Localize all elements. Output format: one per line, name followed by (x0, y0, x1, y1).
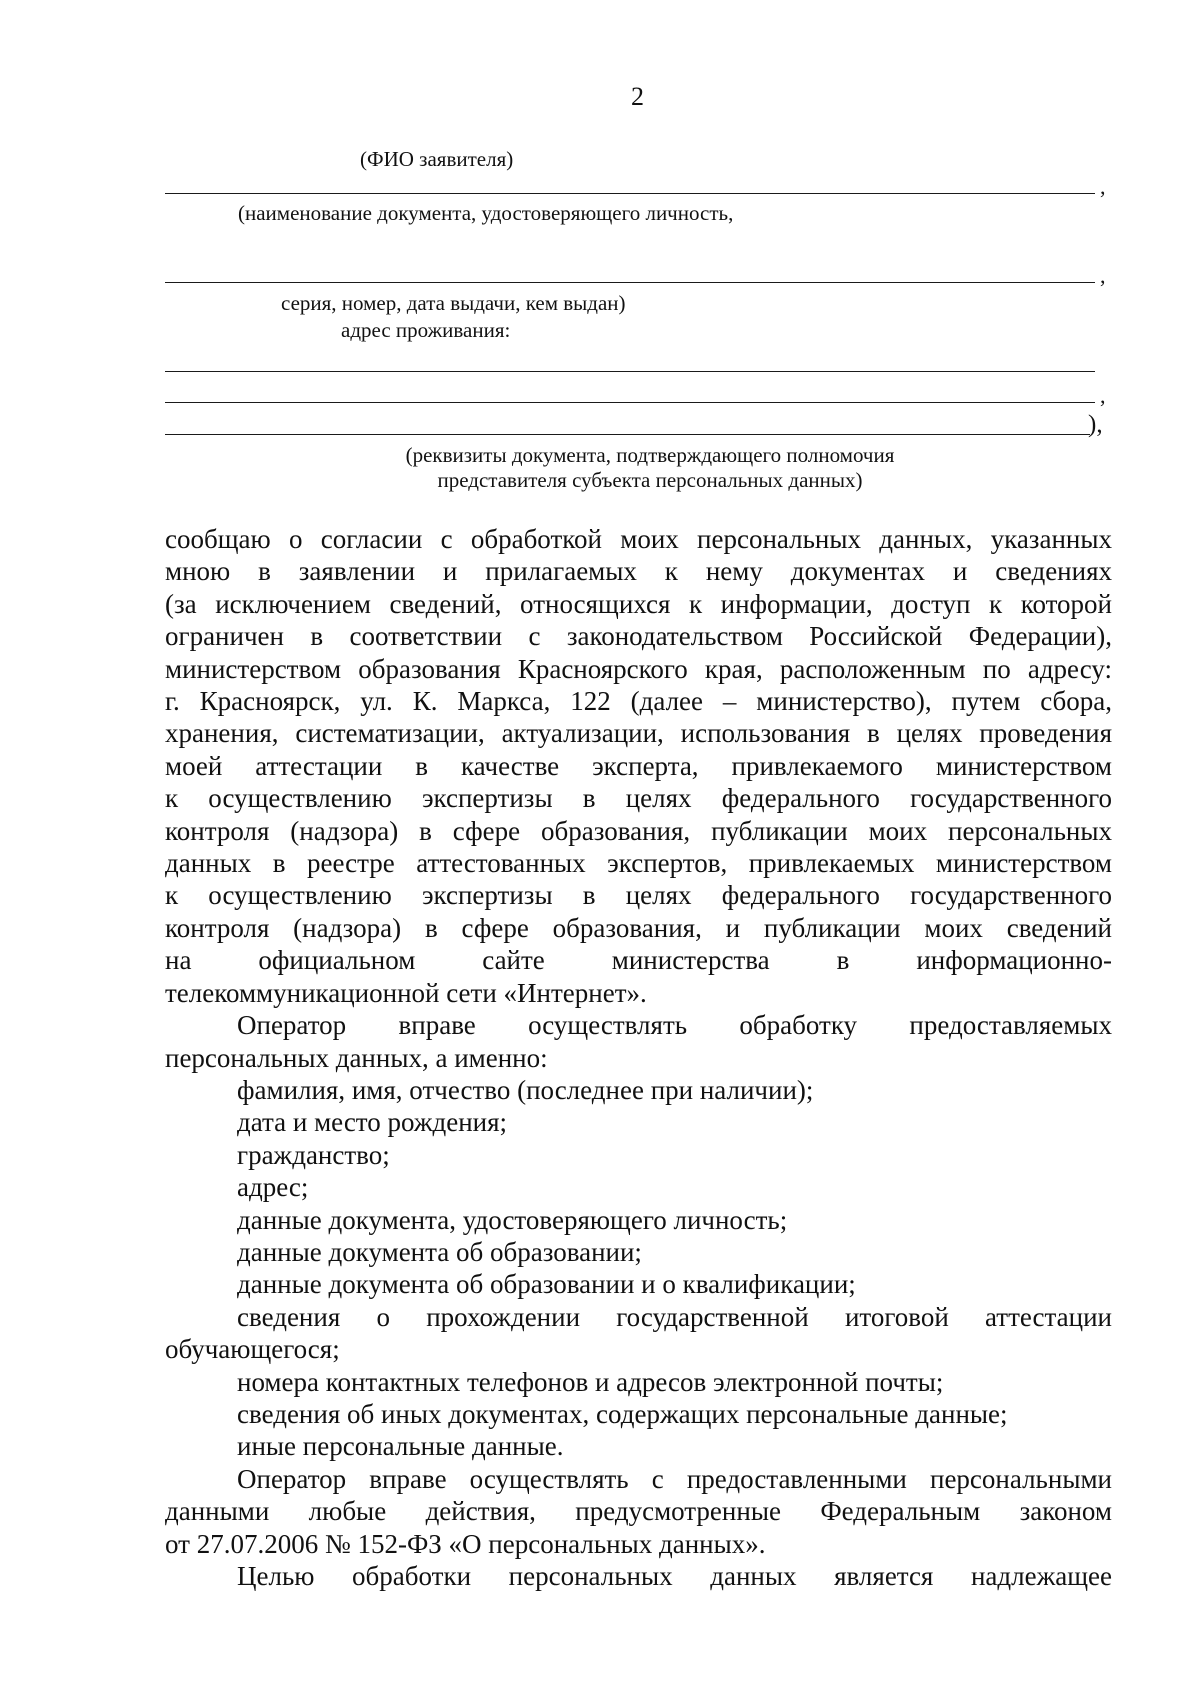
consent-line: (за исключением сведений, относящихся к информации, доступ к которой (165, 588, 1112, 619)
list-item: фамилия, имя, отчество (последнее при наличии); (237, 1074, 814, 1105)
consent-line: хранения, систематизации, актуализации, использования в целях проведения (165, 718, 1112, 749)
list-item: сведения о прохождении государственной итоговой аттестации (237, 1301, 1112, 1332)
consent-line: к осуществлению экспертизы в целях федерального государственного (165, 783, 1112, 814)
actions-line: данными любые действия, предусмотренные Федеральным законом (165, 1496, 1112, 1527)
purpose-paragraph (165, 1560, 1112, 1592)
doc-name-fill-line (165, 193, 1095, 194)
doc-name-caption: (наименование документа, удостоверяющего личность, (238, 201, 734, 225)
series-caption: серия, номер, дата выдачи, кем выдан) (281, 291, 626, 315)
fio-caption: (ФИО заявителя) (360, 147, 514, 171)
line4-end-comma: , (1100, 383, 1106, 408)
line2-end-comma: , (1100, 263, 1106, 288)
list-item: данные документа об образовании и о квалификации; (237, 1269, 856, 1300)
page-number: 2 (631, 82, 644, 111)
list-item: иные персональные данные. (237, 1431, 564, 1462)
list-item: сведения об иных документах, содержащих персональные данные; (237, 1398, 1008, 1429)
address-fill-line-1 (165, 371, 1095, 372)
consent-line: г. Красноярск, ул. К. Маркса, 122 (далее – министерство), путем сбора, (165, 686, 1112, 717)
authority-doc-fill-line (165, 434, 1090, 435)
authority-caption-line1: (реквизиты документа, подтверждающего полномочия (405, 443, 895, 467)
consent-line: к осуществлению экспертизы в целях федерального государственного (165, 880, 1112, 911)
consent-line: сообщаю о согласии с обработкой моих персональных данных, указанных (165, 524, 1112, 554)
consent-line: телекоммуникационной сети «Интернет». (165, 977, 647, 1008)
consent-line: контроля (надзора) в сфере образования, публикации моих персональных (165, 815, 1112, 846)
operator-actions-paragraph (165, 1463, 1112, 1560)
consent-paragraph (165, 523, 1112, 1009)
list-item: номера контактных телефонов и адресов электронной почты; (237, 1366, 944, 1397)
list-item: дата и место рождения; (237, 1107, 508, 1138)
consent-line: на официальном сайте министерства в информационно- (165, 945, 1112, 976)
personal-data-list (165, 1074, 1112, 1463)
list-item: данные документа об образовании; (237, 1236, 642, 1267)
actions-line: Оператор вправе осуществлять с предоставленными персональными (237, 1463, 1112, 1494)
address-fill-line-2 (165, 402, 1095, 403)
operator-intro-paragraph (165, 1009, 1112, 1074)
consent-line: мною в заявлении и прилагаемых к нему документах и сведениях (165, 556, 1112, 587)
list-item: гражданство; (237, 1139, 390, 1170)
consent-line: ограничен в соответствии с законодательством Российской Федерации), (165, 621, 1112, 652)
operator-intro-line: персональных данных, а именно: (165, 1042, 548, 1073)
consent-line: министерством образования Красноярского края, расположенным по адресу: (165, 653, 1112, 684)
list-item: адрес; (237, 1172, 309, 1203)
consent-line: моей аттестации в качестве эксперта, привлекаемого министерством (165, 750, 1112, 781)
address-caption: адрес проживания: (341, 318, 511, 342)
actions-line: от 27.07.2006 № 152-ФЗ «О персональных данных». (165, 1528, 766, 1559)
consent-line: контроля (надзора) в сфере образования, и публикации моих сведений (165, 912, 1112, 943)
consent-line: данных в реестре аттестованных экспертов, привлекаемых министерством (165, 848, 1112, 879)
operator-intro-line: Оператор вправе осуществлять обработку предоставляемых (237, 1010, 1112, 1041)
authority-caption-line2: представителя субъекта персональных данных) (437, 468, 863, 492)
line1-end-comma: , (1100, 174, 1106, 199)
list-item-continuation: обучающегося; (165, 1334, 340, 1365)
doc-details-fill-line (165, 282, 1095, 283)
line5-end-paren: ), (1088, 411, 1103, 438)
list-item: данные документа, удостоверяющего личность; (237, 1204, 788, 1235)
document-body (165, 523, 1112, 1592)
purpose-line: Целью обработки персональных данных является надлежащее (237, 1561, 1112, 1591)
